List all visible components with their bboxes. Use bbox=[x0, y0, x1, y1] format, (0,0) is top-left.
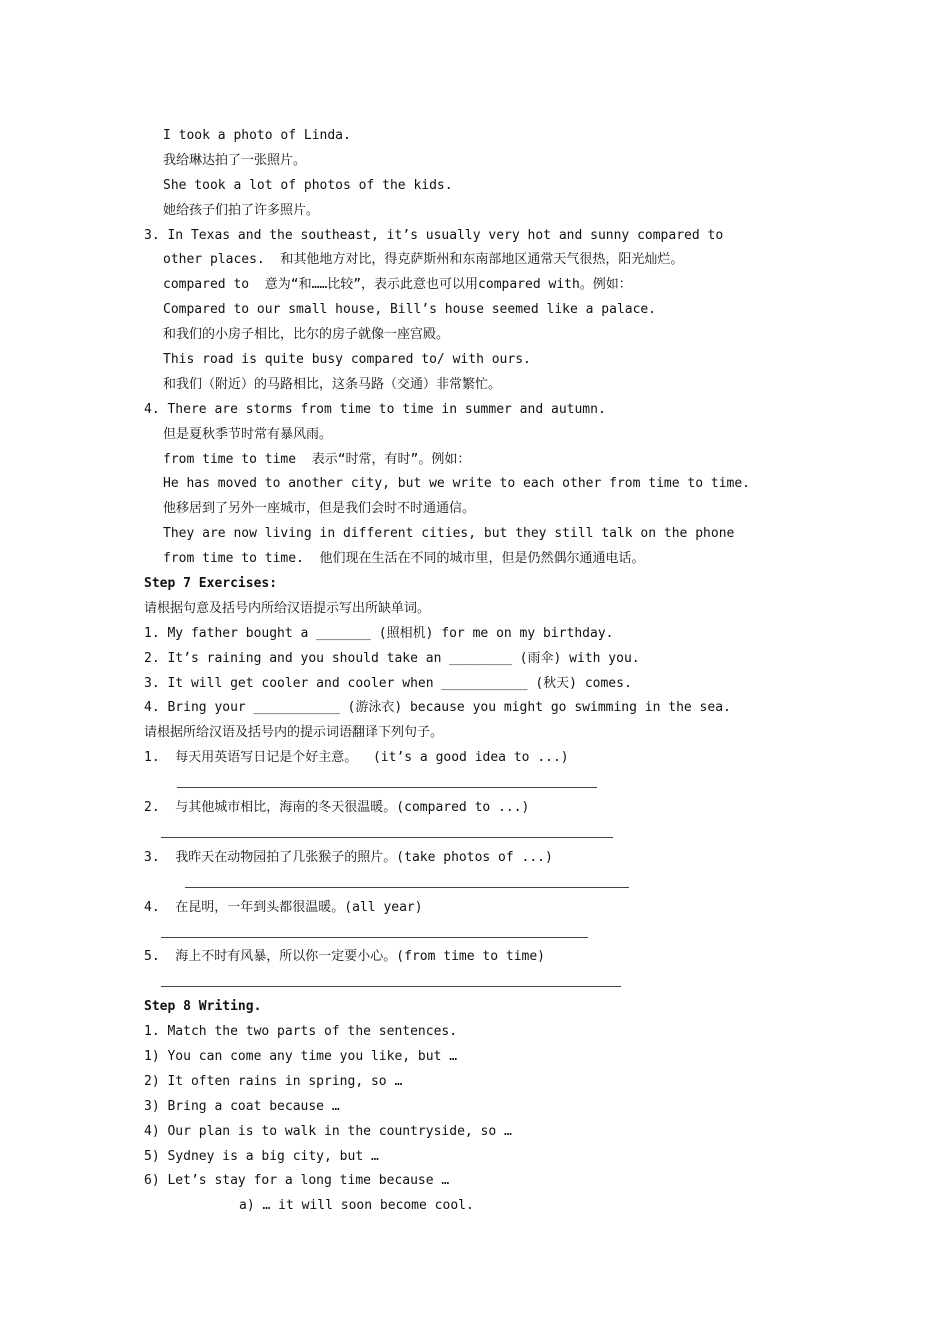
note-item-3-translation: other places. 和其他地方对比，得克萨斯州和东南部地区通常天气很热，阳光灿烂。 bbox=[163, 252, 684, 268]
step8-instruction: 1. Match the two parts of the sentences. bbox=[144, 1024, 458, 1040]
answer-line-2[interactable] bbox=[144, 821, 824, 846]
step7-title: Step 7 Exercises: bbox=[144, 576, 278, 592]
example-translation: 她给孩子们拍了许多照片。 bbox=[163, 202, 320, 218]
note-item-4-explanation: from time to time 表示“时常，有时”。例如： bbox=[163, 451, 471, 467]
note-item-4: 4. There are storms from time to time in summer and autumn. bbox=[144, 401, 606, 417]
match-part-5: 5) Sydney is a big city, but … bbox=[144, 1148, 379, 1164]
translate-question-5: 5. 海上不时有风暴，所以你一定要小心。(from time to time) bbox=[144, 949, 546, 965]
example-sentence: I took a photo of Linda. bbox=[163, 128, 351, 143]
note-item-3: 3. In Texas and the southeast, it’s usually very hot and sunny compared to bbox=[144, 227, 724, 243]
example-sentence: They are now living in different cities, but they still talk on the phone bbox=[163, 526, 735, 542]
example-sentence: Compared to our small house, Bill’s house seemed like a palace. bbox=[163, 302, 657, 318]
answer-line-4[interactable] bbox=[144, 921, 824, 946]
answer-line-3[interactable] bbox=[144, 871, 824, 896]
match-part-6: 6) Let’s stay for a long time because … bbox=[144, 1173, 450, 1189]
note-item-4-translation: 但是夏秋季节时常有暴风雨。 bbox=[163, 426, 333, 442]
example-sentence: She took a lot of photos of the kids. bbox=[163, 177, 453, 193]
answer-line-1[interactable] bbox=[144, 771, 824, 796]
example-sentence: This road is quite busy compared to/ with ours. bbox=[163, 352, 531, 368]
example-translation: 和我们的小房子相比，比尔的房子就像一座宫殿。 bbox=[163, 327, 450, 343]
example-sentence: He has moved to another city, but we write to each other from time to time. bbox=[163, 476, 750, 492]
example-sentence: from time to time. 他们现在生活在不同的城市里，但是仍然偶尔通通电话。 bbox=[163, 551, 645, 567]
step7-instruction-translate: 请根据所给汉语及括号内的提示词语翻译下列句子。 bbox=[144, 725, 444, 741]
translate-question-4: 4. 在昆明，一年到头都很温暖。(all year) bbox=[144, 899, 423, 915]
example-translation: 和我们（附近）的马路相比，这条马路（交通）非常繁忙。 bbox=[163, 376, 502, 392]
match-part-2: 2) It often rains in spring, so … bbox=[144, 1073, 403, 1089]
example-translation: 他移居到了另外一座城市，但是我们会时不时通通信。 bbox=[163, 501, 476, 517]
fill-question-1: 1. My father bought a _______ (照相机) for me on my birthday. bbox=[144, 625, 614, 641]
document-content bbox=[144, 124, 824, 1219]
translate-question-1: 1. 每天用英语写日记是个好主意。 (it’s a good idea to ...) bbox=[144, 750, 569, 766]
match-part-3: 3) Bring a coat because … bbox=[144, 1098, 340, 1114]
fill-question-2: 2. It’s raining and you should take an ________ (雨伞) with you. bbox=[144, 650, 640, 666]
translate-question-2: 2. 与其他城市相比，海南的冬天很温暖。(compared to ...) bbox=[144, 800, 530, 816]
fill-question-4: 4. Bring your ___________ (游泳衣) because you might go swimming in the sea. bbox=[144, 700, 731, 716]
match-part-1: 1) You can come any time you like, but … bbox=[144, 1048, 458, 1064]
match-answer-a: a) … it will soon become cool. bbox=[239, 1198, 474, 1214]
answer-line-5[interactable] bbox=[144, 970, 824, 995]
step7-instruction-fill: 请根据句意及括号内所给汉语提示写出所缺单词。 bbox=[144, 600, 431, 616]
example-translation: 我给琳达拍了一张照片。 bbox=[163, 152, 307, 168]
step8-title: Step 8 Writing. bbox=[144, 999, 262, 1015]
match-part-4: 4) Our plan is to walk in the countryside, so … bbox=[144, 1123, 512, 1139]
fill-question-3: 3. It will get cooler and cooler when ___________ (秋天) comes. bbox=[144, 675, 632, 691]
translate-question-3: 3. 我昨天在动物园拍了几张猴子的照片。(take photos of ...) bbox=[144, 849, 553, 865]
note-item-3-explanation: compared to 意为“和……比较”，表示此意也可以用compared with。例如： bbox=[163, 277, 632, 293]
